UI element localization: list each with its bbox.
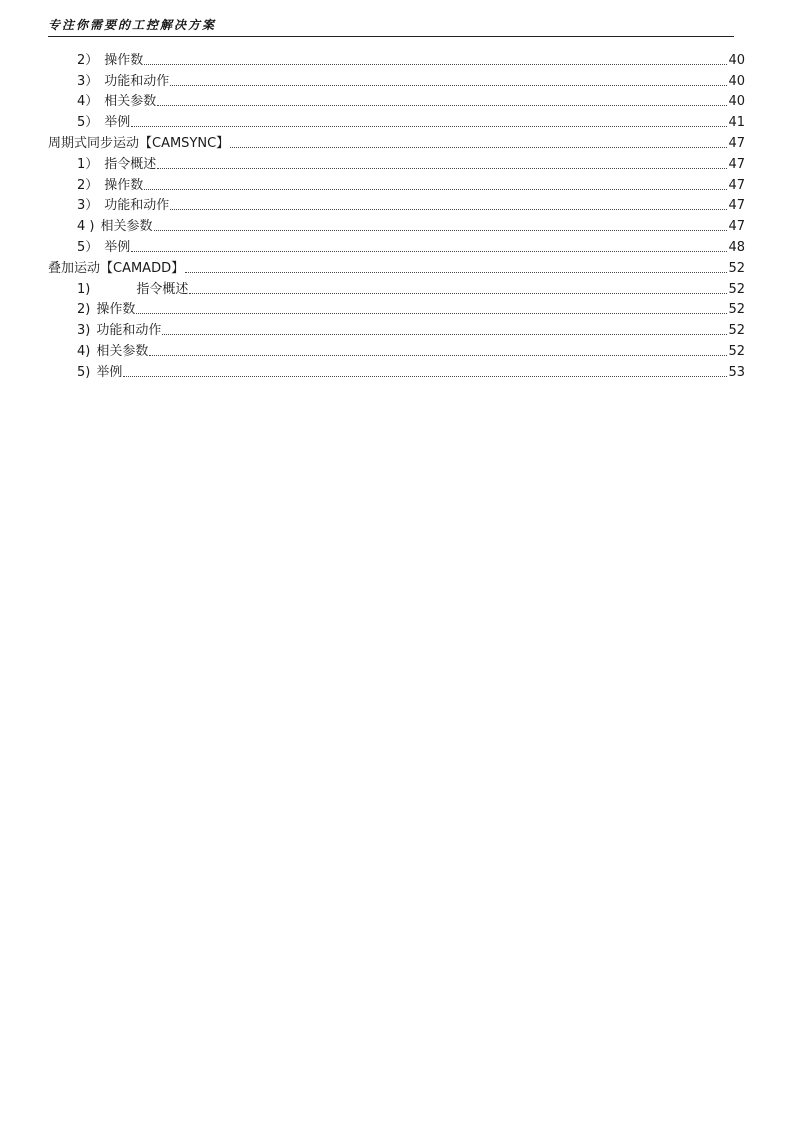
toc-entry-label: [48, 260, 184, 277]
toc-entry-number: 4): [77, 343, 91, 359]
toc-entry-page: 52: [728, 281, 745, 297]
toc-entry-number: 3): [77, 323, 91, 339]
toc-entry-number: 4 ): [77, 219, 95, 235]
toc-entry[interactable]: [48, 194, 745, 215]
header-title: 专注你需要的工控解决方案: [48, 18, 217, 32]
toc-entry-label: [77, 364, 122, 381]
toc-entry-label: [77, 301, 135, 318]
toc-entry-text: 功能和动作: [104, 73, 170, 89]
toc-entry-number: 5）: [77, 115, 99, 131]
toc-entry-number: 2）: [77, 52, 99, 68]
toc-entry-page: 52: [728, 302, 745, 318]
toc-entry-page: 47: [728, 219, 745, 235]
toc-entry-label: [77, 239, 130, 256]
toc-entry-text: 操作数: [104, 177, 144, 193]
toc-leader-dots: [170, 84, 727, 86]
toc-entry-number: 5）: [77, 239, 99, 255]
toc-entry-page: 53: [728, 364, 745, 380]
toc-leader-dots: [170, 208, 727, 210]
toc-entry-text: 举例: [104, 239, 131, 255]
toc-entry-page: 40: [728, 73, 745, 89]
toc-entry-text: 指令概述: [136, 281, 189, 297]
toc-entry-number: 5): [77, 364, 91, 380]
toc-entry-label: [77, 156, 156, 173]
toc-entry[interactable]: [48, 90, 745, 111]
toc-entry[interactable]: [48, 360, 745, 381]
toc-entry-label: [77, 281, 188, 298]
toc-entry[interactable]: [48, 298, 745, 319]
toc-entry-label: [77, 218, 153, 235]
toc-entry-label: [77, 343, 148, 360]
toc-leader-dots: [157, 104, 727, 106]
toc-entry-text: 相关参数: [104, 94, 157, 110]
toc-leader-dots: [149, 354, 727, 356]
toc-entry[interactable]: [48, 318, 745, 339]
toc-entry[interactable]: [48, 131, 745, 152]
toc-entry-text: 功能和动作: [96, 323, 162, 339]
toc-entry-page: 40: [728, 94, 745, 110]
toc-entry-number: 2）: [77, 177, 99, 193]
toc-entry-page: 52: [728, 260, 745, 276]
toc-leader-dots: [131, 125, 727, 127]
toc-entry-number: 3）: [77, 198, 99, 214]
toc-entry[interactable]: [48, 256, 745, 277]
toc-leader-dots: [136, 312, 727, 314]
toc-entry[interactable]: [48, 110, 745, 131]
toc-leader-dots: [154, 229, 728, 231]
toc-entry[interactable]: [48, 173, 745, 194]
toc-entry[interactable]: [48, 339, 745, 360]
toc-entry[interactable]: [48, 48, 745, 69]
toc-entry-text: 叠加运动【CAMADD】: [48, 260, 185, 276]
toc-entry-text: 相关参数: [96, 343, 149, 359]
toc-entry[interactable]: [48, 235, 745, 256]
toc-entry-label: [77, 73, 169, 90]
toc-entry-number: 3）: [77, 73, 99, 89]
toc-entry-label: [48, 135, 229, 152]
toc-leader-dots: [131, 250, 727, 252]
toc-leader-dots: [230, 146, 727, 148]
toc-leader-dots: [144, 188, 727, 190]
toc-leader-dots: [144, 63, 727, 65]
toc-entry-text: 操作数: [104, 52, 144, 68]
toc-entry-text: 举例: [104, 115, 131, 131]
toc-leader-dots: [189, 292, 727, 294]
toc-entry[interactable]: [48, 69, 745, 90]
toc-leader-dots: [185, 271, 727, 273]
toc-entry-page: 47: [728, 156, 745, 172]
toc-entry[interactable]: [48, 214, 745, 235]
toc-entry-number: 4）: [77, 94, 99, 110]
toc-entry[interactable]: [48, 277, 745, 298]
toc-entry-number: 1): [77, 281, 91, 297]
toc-entry-text: 周期式同步运动【CAMSYNC】: [48, 135, 230, 151]
toc-entry-page: 47: [728, 135, 745, 151]
table-of-contents: [48, 48, 745, 381]
toc-entry-page: 47: [728, 177, 745, 193]
toc-entry-page: 41: [728, 115, 745, 131]
toc-entry-page: 52: [728, 343, 745, 359]
toc-leader-dots: [123, 375, 727, 377]
toc-entry-page: 48: [728, 239, 745, 255]
toc-entry-label: [77, 322, 161, 339]
toc-entry-label: [77, 52, 143, 69]
toc-entry-page: 47: [728, 198, 745, 214]
toc-entry-text: 举例: [96, 364, 123, 380]
toc-entry-label: [77, 197, 169, 214]
toc-entry-text: 操作数: [96, 302, 136, 318]
page-header: [48, 14, 734, 37]
toc-entry-number: 2): [77, 302, 91, 318]
toc-entry-text: 功能和动作: [104, 198, 170, 214]
toc-entry-page: 40: [728, 52, 745, 68]
toc-entry-text: 相关参数: [100, 219, 153, 235]
toc-leader-dots: [157, 167, 727, 169]
toc-entry-label: [77, 177, 143, 194]
toc-leader-dots: [162, 333, 727, 335]
toc-entry-page: 52: [728, 323, 745, 339]
toc-entry[interactable]: [48, 152, 745, 173]
toc-entry-number: 1）: [77, 156, 99, 172]
toc-entry-text: 指令概述: [104, 156, 157, 172]
toc-entry-label: [77, 93, 156, 110]
toc-entry-label: [77, 114, 130, 131]
